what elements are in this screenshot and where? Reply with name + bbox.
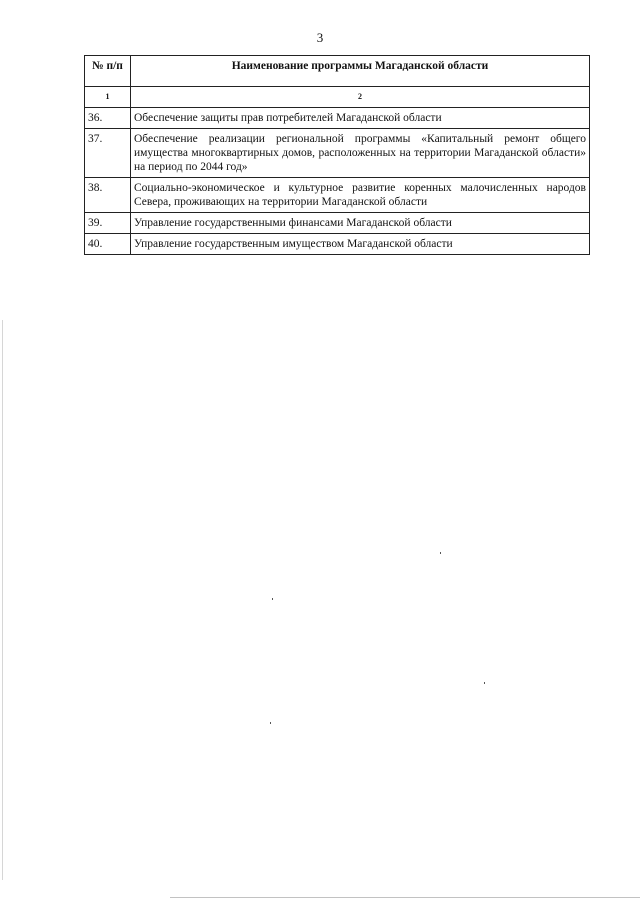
row-number: 38.: [85, 178, 131, 213]
scan-speck: [440, 552, 441, 554]
program-name: Управление государственным имуществом Магаданской области: [131, 234, 590, 255]
program-name: Социально-экономическое и культурное развитие коренных малочисленных народов Севера, проживающих на территории Магаданской области: [131, 178, 590, 213]
column-index-row: [85, 87, 590, 108]
scan-edge-line: [2, 320, 3, 880]
table-row: [85, 129, 590, 178]
column-index-2: 2: [131, 87, 590, 108]
program-name: Управление государственными финансами Магаданской области: [131, 213, 590, 234]
program-name: Обеспечение защиты прав потребителей Магаданской области: [131, 108, 590, 129]
scan-speck: [270, 722, 271, 724]
column-index-1: 1: [85, 87, 131, 108]
programs-table: [84, 55, 590, 255]
row-number: 40.: [85, 234, 131, 255]
row-number: 36.: [85, 108, 131, 129]
program-name: Обеспечение реализации региональной программы «Капитальный ремонт общего имущества многоквартирных домов, расположенных на территории Магаданской области» на период по 2044 год»: [131, 129, 590, 178]
table-row: [85, 178, 590, 213]
table-row: [85, 234, 590, 255]
scan-bottom-line: [170, 897, 640, 898]
row-number: 37.: [85, 129, 131, 178]
scan-speck: [484, 682, 485, 684]
table-header-row: [85, 56, 590, 87]
header-program-name: Наименование программы Магаданской области: [131, 56, 590, 87]
page-number: 3: [316, 30, 324, 45]
scan-speck: [272, 598, 273, 600]
table-row: [85, 213, 590, 234]
row-number: 39.: [85, 213, 131, 234]
table-row: [85, 108, 590, 129]
header-number: № п/п: [85, 56, 131, 87]
